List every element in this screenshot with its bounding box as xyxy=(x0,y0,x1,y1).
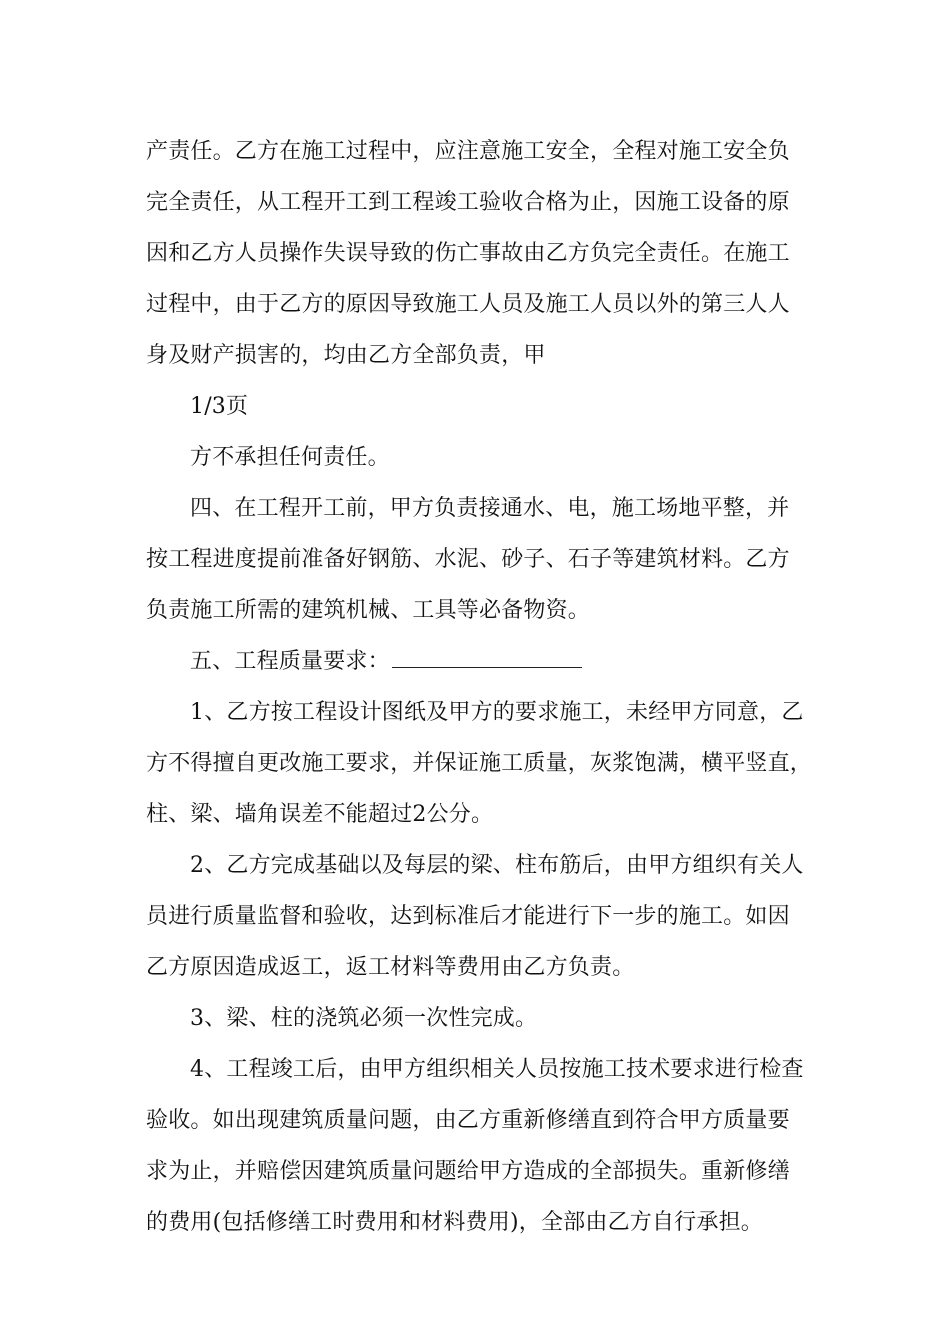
text-line: 方不承担任何责任。 xyxy=(190,445,390,470)
text-line: 身及财产损害的，均由乙方全部负责，甲 xyxy=(146,343,546,368)
section-five-label: 五、工程质量要求： xyxy=(190,649,390,674)
text-line: 乙方原因造成返工，返工材料等费用由乙方负责。 xyxy=(146,955,635,980)
text-line: 的费用(包括修缮工时费用和材料费用)，全部由乙方自行承担。 xyxy=(146,1210,763,1235)
clause-2: 2、乙方完成基础以及每层的梁、柱布筋后，由甲方组织有关人 xyxy=(190,853,804,878)
text-line: 负责施工所需的建筑机械、工具等必备物资。 xyxy=(146,598,591,623)
section-four-heading: 四、在工程开工前，甲方负责接通水、电，施工场地平整，并 xyxy=(190,496,790,521)
text-line: 按工程进度提前准备好钢筋、水泥、砂子、石子等建筑材料。乙方 xyxy=(146,547,790,572)
text-line: 产责任。乙方在施工过程中，应注意施工安全，全程对施工安全负 xyxy=(146,139,790,164)
clause-1: 1、乙方按工程设计图纸及甲方的要求施工，未经甲方同意，乙 xyxy=(190,700,804,725)
page-number: 1/3页 xyxy=(190,394,249,419)
fill-in-blank xyxy=(392,647,582,668)
text-line: 方不得擅自更改施工要求，并保证施工质量，灰浆饱满，横平竖直， xyxy=(146,751,813,776)
section-five-heading xyxy=(190,647,582,677)
text-line: 完全责任，从工程开工到工程竣工验收合格为止，因施工设备的原 xyxy=(146,190,790,215)
clause-3: 3、梁、柱的浇筑必须一次性完成。 xyxy=(190,1006,538,1031)
clause-4: 4、工程竣工后，由甲方组织相关人员按施工技术要求进行检查 xyxy=(190,1057,804,1082)
text-line: 验收。如出现建筑质量问题，由乙方重新修缮直到符合甲方质量要 xyxy=(146,1108,790,1133)
text-line: 员进行质量监督和验收，达到标准后才能进行下一步的施工。如因 xyxy=(146,904,790,929)
text-line: 柱、梁、墙角误差不能超过2公分。 xyxy=(146,802,494,827)
text-line: 求为止，并赔偿因建筑质量问题给甲方造成的全部损失。重新修缮 xyxy=(146,1159,790,1184)
text-line: 过程中，由于乙方的原因导致施工人员及施工人员以外的第三人人 xyxy=(146,292,790,317)
text-line: 因和乙方人员操作失误导致的伤亡事故由乙方负完全责任。在施工 xyxy=(146,241,790,266)
